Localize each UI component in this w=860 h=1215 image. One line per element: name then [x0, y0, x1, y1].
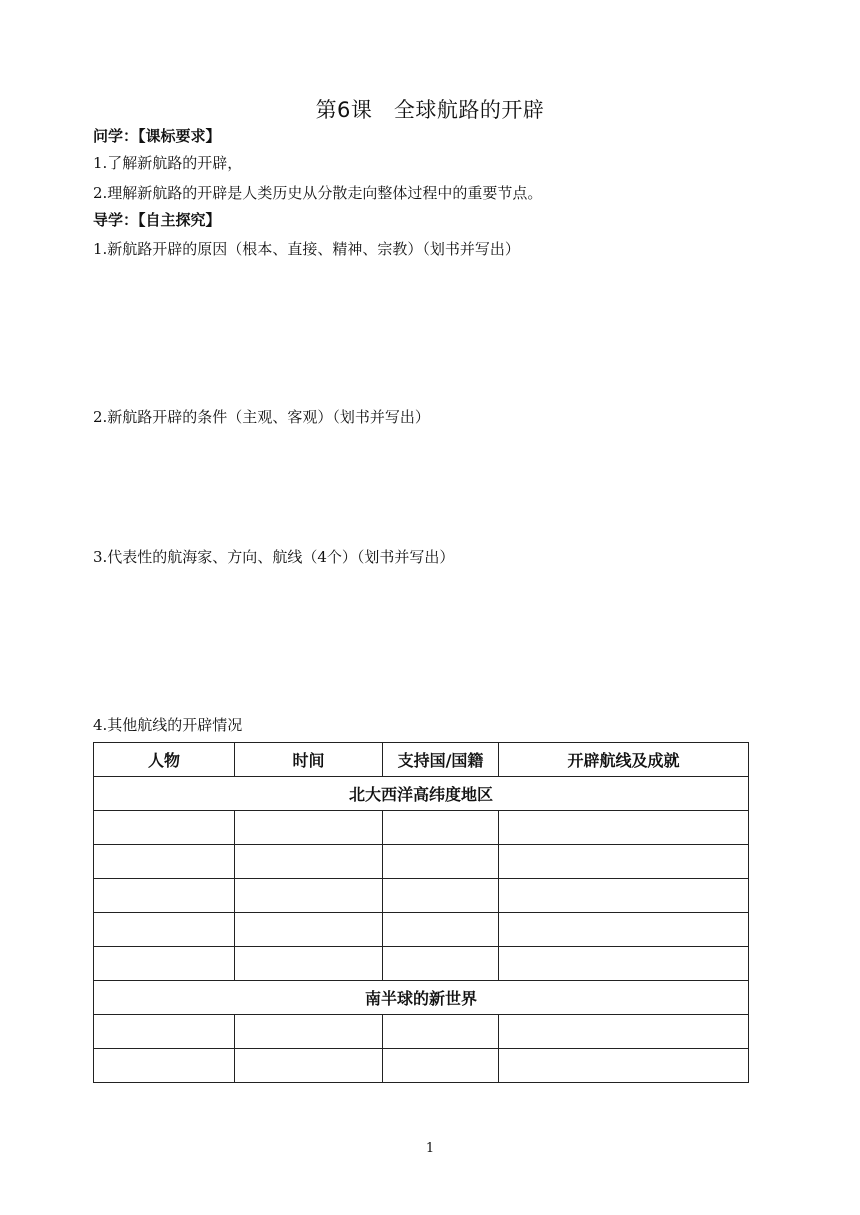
table-row: [94, 879, 749, 913]
table-cell[interactable]: [383, 913, 499, 947]
header-achievement: 开辟航线及成就: [499, 743, 749, 777]
question-3: 3.代表性的航海家、方向、航线（4个）（划书并写出）: [93, 548, 455, 566]
section-southern-hemisphere: 南半球的新世界: [94, 981, 749, 1015]
header-time: 时间: [235, 743, 383, 777]
table-cell[interactable]: [383, 811, 499, 845]
table-cell[interactable]: [235, 845, 383, 879]
table-cell[interactable]: [235, 879, 383, 913]
section-north-atlantic: 北大西洋高纬度地区: [94, 777, 749, 811]
table-header-row: [94, 743, 749, 777]
table-cell[interactable]: [235, 947, 383, 981]
table-cell[interactable]: [94, 845, 235, 879]
navigators-table: [93, 742, 749, 1083]
wenxue-heading: [93, 125, 221, 146]
table-cell[interactable]: [499, 1049, 749, 1083]
page-number: 1: [425, 1141, 435, 1156]
table-row: [94, 947, 749, 981]
requirement-1: 1.了解新航路的开辟，: [93, 154, 243, 172]
table-cell[interactable]: [235, 1049, 383, 1083]
table-cell[interactable]: [94, 1049, 235, 1083]
table-cell[interactable]: [383, 1015, 499, 1049]
section-row-southern-hemisphere: [94, 981, 749, 1015]
table-cell[interactable]: [383, 845, 499, 879]
table-cell[interactable]: [235, 811, 383, 845]
daoxue-label: 导学：: [93, 211, 139, 229]
wenxue-bracket: 【课标要求】: [138, 127, 221, 145]
wenxue-label: 问学：: [93, 127, 139, 145]
table-cell[interactable]: [235, 1015, 383, 1049]
table-cell[interactable]: [235, 913, 383, 947]
table-row: [94, 1049, 749, 1083]
table-cell[interactable]: [383, 947, 499, 981]
table-cell[interactable]: [499, 845, 749, 879]
section-row-north-atlantic: [94, 777, 749, 811]
question-1: 1.新航路开辟的原因（根本、直接、精神、宗教）（划书并写出）: [93, 240, 520, 258]
table-cell[interactable]: [94, 913, 235, 947]
table-cell[interactable]: [383, 879, 499, 913]
table-cell[interactable]: [499, 913, 749, 947]
table-cell[interactable]: [499, 1015, 749, 1049]
header-country: 支持国/国籍: [383, 743, 499, 777]
table-cell[interactable]: [94, 1015, 235, 1049]
table-row: [94, 913, 749, 947]
table-row: [94, 845, 749, 879]
header-person: 人物: [94, 743, 235, 777]
table-cell[interactable]: [499, 811, 749, 845]
table-cell[interactable]: [499, 947, 749, 981]
table-cell[interactable]: [94, 811, 235, 845]
page-title: 第6课 全球航路的开辟: [315, 98, 545, 122]
daoxue-bracket: 【自主探究】: [138, 211, 221, 229]
table-row: [94, 811, 749, 845]
table-cell[interactable]: [94, 947, 235, 981]
daoxue-heading: [93, 209, 221, 230]
table-row: [94, 1015, 749, 1049]
question-2: 2.新航路开辟的条件（主观、客观）（划书并写出）: [93, 408, 430, 426]
requirement-2: 2.理解新航路的开辟是人类历史从分散走向整体过程中的重要节点。: [93, 184, 543, 202]
table-cell[interactable]: [94, 879, 235, 913]
table-cell[interactable]: [499, 879, 749, 913]
table-cell[interactable]: [383, 1049, 499, 1083]
question-4: 4.其他航线的开辟情况: [93, 716, 243, 734]
